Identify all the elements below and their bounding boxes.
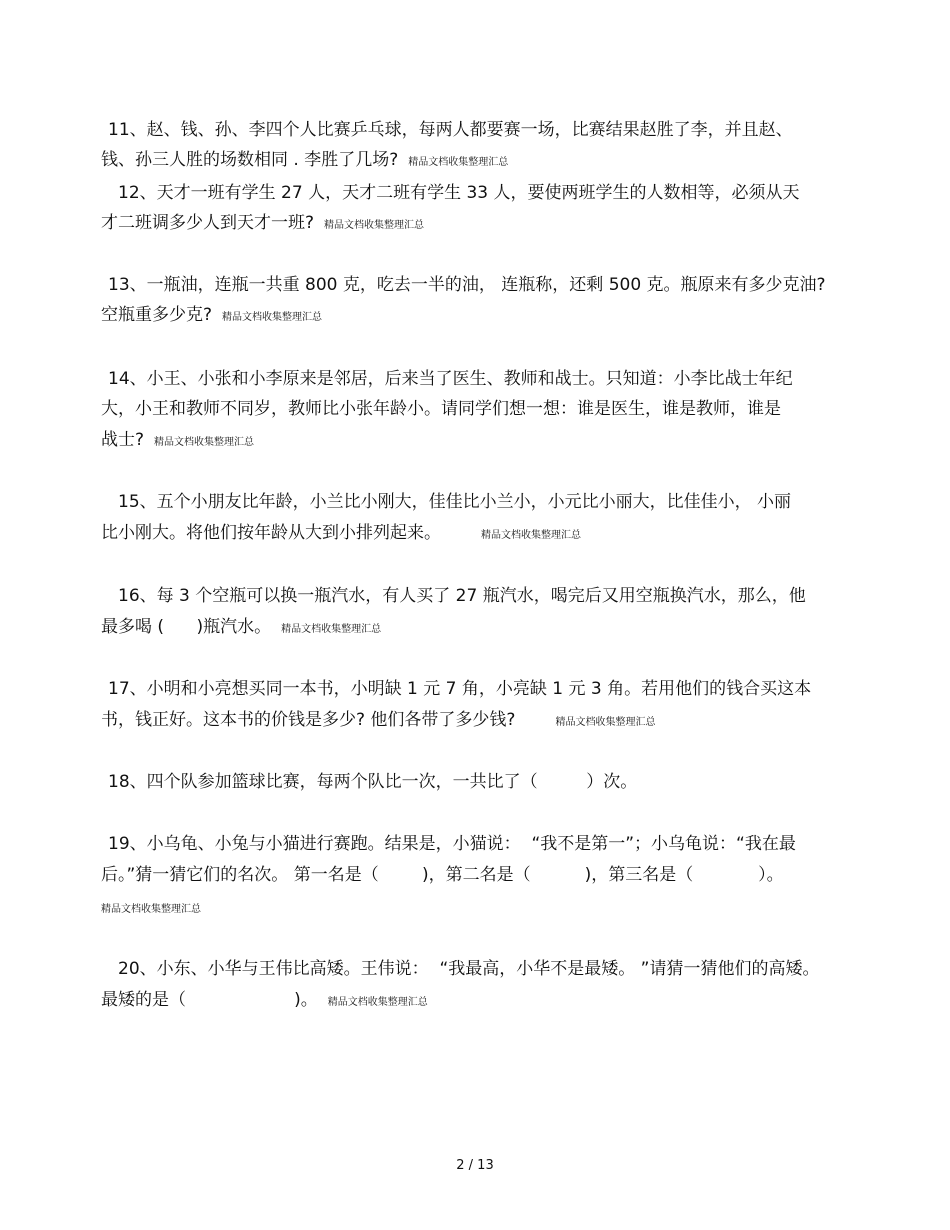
q13-text-1: 13、一瓶油，连瓶一共重 800 克，吃去一半的油， 连瓶称，还剩 500 克。瓶原来有多少克油? xyxy=(108,275,826,295)
q17-text-1: 17、小明和小亮想买同一本书，小明缺 1 元 7 角，小亮缺 1 元 3 角。若用他们的钱合买这本 xyxy=(108,679,812,699)
q13-text-2: 空瓶重多少克? xyxy=(101,305,213,325)
q11-line2 xyxy=(101,149,508,174)
q14-text-1: 14、小王、小张和小李原来是邻居，后来当了医生、教师和战士。只知道：小李比战士年纪 xyxy=(108,369,793,389)
q19-line3 xyxy=(101,896,201,921)
watermark-note: 精品文档收集整理汇总 xyxy=(222,312,323,323)
q16-text-1: 16、每 3 个空瓶可以换一瓶汽水，有人买了 27 瓶汽水，喝完后又用空瓶换汽水，那么，他 xyxy=(118,586,806,606)
watermark-note: 精品文档收集整理汇总 xyxy=(481,530,581,541)
q16-text-2: 最多喝 ( )瓶汽水。 xyxy=(101,617,272,637)
q18-line1 xyxy=(108,771,637,793)
q20-line1 xyxy=(118,958,819,980)
q14-line1 xyxy=(108,368,793,390)
q17-line2 xyxy=(101,709,655,734)
q19-line1 xyxy=(108,833,796,855)
watermark-note: 精品文档收集整理汇总 xyxy=(101,904,201,915)
q14-line3 xyxy=(101,429,254,454)
watermark-note: 精品文档收集整理汇总 xyxy=(281,624,382,635)
page-number: 2 / 13 xyxy=(456,1158,494,1173)
q20-text-1: 20、小东、小华与王伟比高矮。王伟说： “我最高，小华不是最矮。 ”请猜一猜他们的高矮。 xyxy=(118,959,820,979)
q12-text-1: 12、天才一班有学生 27 人，天才二班有学生 33 人，要使两班学生的人数相等，必须从天 xyxy=(118,183,800,203)
q15-line2 xyxy=(101,522,581,547)
q17-text-2: 书，钱正好。这本书的价钱是多少? 他们各带了多少钱? xyxy=(101,710,516,730)
q14-text-3: 战士? xyxy=(101,430,145,450)
q16-line2 xyxy=(101,616,381,641)
q20-text-2: 最矮的是（ )。 xyxy=(101,990,318,1010)
watermark-note: 精品文档收集整理汇总 xyxy=(154,437,255,448)
q13-line2 xyxy=(101,304,322,329)
q19-text-2: 后。”猜一猜它们的名次。 第一名是（ )，第二名是（ )，第三名是（ ）。 xyxy=(101,865,784,885)
q11-text-2: 钱、孙三人胜的场数相同 . 李胜了几场? xyxy=(101,150,399,170)
q15-text-2: 比小刚大。将他们按年龄从大到小排列起来。 xyxy=(101,523,441,543)
q16-line1 xyxy=(118,585,806,607)
q17-line1 xyxy=(108,678,811,700)
watermark-note: 精品文档收集整理汇总 xyxy=(408,157,509,168)
q11-line1 xyxy=(108,119,793,141)
q15-line1 xyxy=(118,491,791,513)
watermark-note: 精品文档收集整理汇总 xyxy=(324,220,425,231)
q14-text-2: 大，小王和教师不同岁，教师比小张年龄小。请同学们想一想：谁是医生，谁是教师，谁是 xyxy=(101,399,781,419)
q12-line2 xyxy=(101,212,424,237)
q12-text-2: 才二班调多少人到天才一班? xyxy=(101,213,315,233)
q14-line2 xyxy=(101,398,781,420)
watermark-note: 精品文档收集整理汇总 xyxy=(555,717,656,728)
q15-text-1: 15、五个小朋友比年龄，小兰比小刚大，佳佳比小兰小，小元比小丽大，比佳佳小， 小丽 xyxy=(118,492,792,512)
q20-line2 xyxy=(101,989,428,1014)
q19-line2 xyxy=(101,864,784,886)
q11-text-1: 11、赵、钱、孙、李四个人比赛乒乓球，每两人都要赛一场，比赛结果赵胜了李，并且赵、 xyxy=(108,120,793,140)
q18-text-1: 18、四个队参加篮球比赛，每两个队比一次，一共比了（ ）次。 xyxy=(108,772,638,792)
q12-line1 xyxy=(118,182,800,204)
q13-line1 xyxy=(108,274,826,296)
watermark-note: 精品文档收集整理汇总 xyxy=(327,997,428,1008)
q19-text-1: 19、小乌龟、小兔与小猫进行赛跑。结果是，小猫说： “我不是第一”；小乌龟说：“我在最 xyxy=(108,834,796,854)
